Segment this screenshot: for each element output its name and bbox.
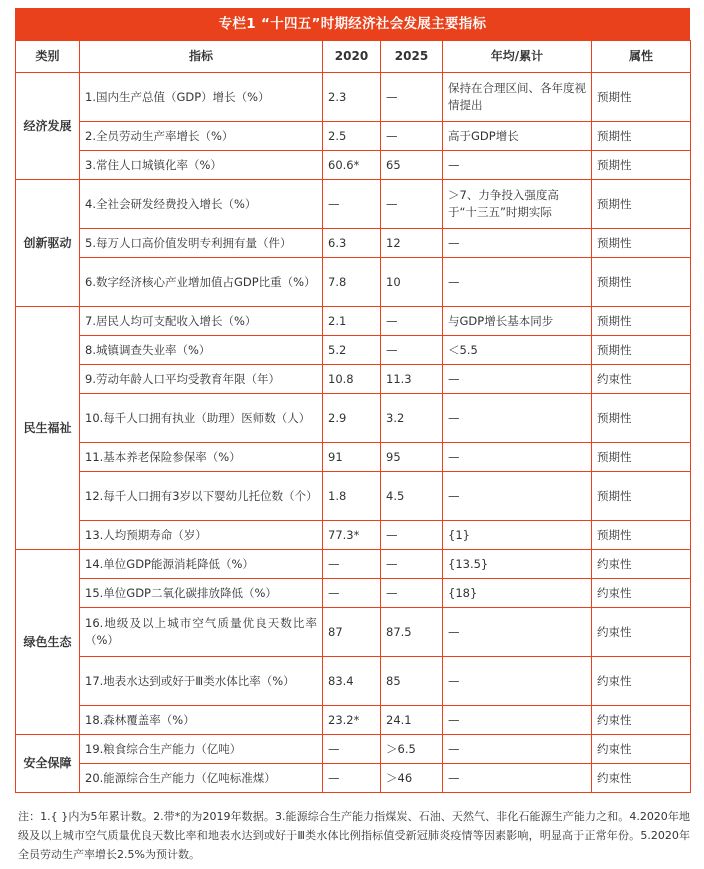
table-row: [16, 365, 691, 394]
value-2025-cell: ＞46: [381, 764, 443, 793]
header-attribute: 属性: [592, 41, 691, 73]
attribute-cell: 约束性: [592, 365, 691, 394]
attribute-cell: 预期性: [592, 472, 691, 521]
value-2020-cell: —: [323, 764, 381, 793]
value-2025-cell: 95: [381, 443, 443, 472]
indicator-cell: 12.每千人口拥有3岁以下婴幼儿托位数（个）: [80, 472, 323, 521]
value-2025-cell: 4.5: [381, 472, 443, 521]
average-cell: —: [443, 365, 592, 394]
value-2025-cell: —: [381, 307, 443, 336]
value-2025-cell: —: [381, 550, 443, 579]
value-2020-cell: 83.4: [323, 657, 381, 706]
category-cell: 创新驱动: [16, 180, 80, 307]
attribute-cell: 约束性: [592, 608, 691, 657]
indicator-cell: 14.单位GDP能源消耗降低（%）: [80, 550, 323, 579]
header-indicator: 指标: [80, 41, 323, 73]
table-row: [16, 579, 691, 608]
average-cell: —: [443, 394, 592, 443]
average-cell: —: [443, 151, 592, 180]
value-2025-cell: —: [381, 180, 443, 229]
attribute-cell: 预期性: [592, 258, 691, 307]
indicator-cell: 11.基本养老保险参保率（%）: [80, 443, 323, 472]
attribute-cell: 预期性: [592, 180, 691, 229]
average-cell: —: [443, 608, 592, 657]
attribute-cell: 约束性: [592, 579, 691, 608]
value-2020-cell: —: [323, 579, 381, 608]
average-cell: 与GDP增长基本同步: [443, 307, 592, 336]
attribute-cell: 预期性: [592, 443, 691, 472]
header-average: 年均/累计: [443, 41, 592, 73]
indicator-cell: 8.城镇调查失业率（%）: [80, 336, 323, 365]
attribute-cell: 预期性: [592, 229, 691, 258]
value-2020-cell: —: [323, 735, 381, 764]
value-2025-cell: 11.3: [381, 365, 443, 394]
value-2025-cell: 3.2: [381, 394, 443, 443]
value-2025-cell: 87.5: [381, 608, 443, 657]
table-notes: 注：1.{ }内为5年累计数。2.带*的为2019年数据。3.能源综合生产能力指煤炭、石油、天然气、非化石能源生产能力之和。4.2020年地级及以上城市空气质量优良天数比率和地表水达到或好于Ⅲ类水体比例指标值受新冠肺炎疫情等因素影响，明显高于正常年份。5.2020年全员劳动生产率增长2.5%为预计数。: [18, 810, 690, 861]
average-cell: ＜5.5: [443, 336, 592, 365]
average-cell: ＞7、力争投入强度高于“十三五”时期实际: [443, 180, 592, 229]
table-row: [16, 443, 691, 472]
value-2020-cell: 5.2: [323, 336, 381, 365]
value-2025-cell: —: [381, 521, 443, 550]
table-row: [16, 764, 691, 793]
value-2020-cell: 91: [323, 443, 381, 472]
indicator-cell: 2.全员劳动生产率增长（%）: [80, 122, 323, 151]
table-row: [16, 657, 691, 706]
table-row: [16, 706, 691, 735]
average-cell: —: [443, 706, 592, 735]
table-row: [16, 258, 691, 307]
value-2020-cell: —: [323, 180, 381, 229]
indicator-table: [15, 40, 691, 793]
indicator-cell: 6.数字经济核心产业增加值占GDP比重（%）: [80, 258, 323, 307]
table-body: [16, 73, 691, 793]
value-2025-cell: 85: [381, 657, 443, 706]
table-row: [16, 122, 691, 151]
value-2025-cell: —: [381, 73, 443, 122]
table-row: [16, 394, 691, 443]
indicator-cell: 18.森林覆盖率（%）: [80, 706, 323, 735]
average-cell: —: [443, 657, 592, 706]
attribute-cell: 预期性: [592, 122, 691, 151]
average-cell: —: [443, 258, 592, 307]
value-2020-cell: 23.2*: [323, 706, 381, 735]
category-cell: 绿色生态: [16, 550, 80, 735]
attribute-cell: 预期性: [592, 394, 691, 443]
attribute-cell: 约束性: [592, 706, 691, 735]
indicator-cell: 1.国内生产总值（GDP）增长（%）: [80, 73, 323, 122]
category-cell: 安全保障: [16, 735, 80, 793]
average-cell: {1}: [443, 521, 592, 550]
value-2025-cell: —: [381, 336, 443, 365]
value-2020-cell: 87: [323, 608, 381, 657]
value-2025-cell: 65: [381, 151, 443, 180]
value-2020-cell: 2.1: [323, 307, 381, 336]
value-2025-cell: 10: [381, 258, 443, 307]
table-row: [16, 608, 691, 657]
header-category: 类别: [16, 41, 80, 73]
table-row: [16, 229, 691, 258]
attribute-cell: 预期性: [592, 151, 691, 180]
attribute-cell: 约束性: [592, 735, 691, 764]
indicator-cell: 15.单位GDP二氧化碳排放降低（%）: [80, 579, 323, 608]
table-row: [16, 550, 691, 579]
indicator-cell: 3.常住人口城镇化率（%）: [80, 151, 323, 180]
average-cell: {13.5}: [443, 550, 592, 579]
average-cell: 保持在合理区间、各年度视情提出: [443, 73, 592, 122]
average-cell: —: [443, 443, 592, 472]
value-2020-cell: 60.6*: [323, 151, 381, 180]
attribute-cell: 预期性: [592, 307, 691, 336]
table-row: [16, 735, 691, 764]
average-cell: 高于GDP增长: [443, 122, 592, 151]
indicator-table-panel: [15, 8, 690, 793]
header-2025: 2025: [381, 41, 443, 73]
table-row: [16, 336, 691, 365]
average-cell: —: [443, 229, 592, 258]
table-row: [16, 180, 691, 229]
attribute-cell: 约束性: [592, 657, 691, 706]
indicator-cell: 20.能源综合生产能力（亿吨标准煤）: [80, 764, 323, 793]
indicator-cell: 4.全社会研发经费投入增长（%）: [80, 180, 323, 229]
value-2025-cell: —: [381, 579, 443, 608]
table-header-row: [16, 41, 691, 73]
value-2025-cell: —: [381, 122, 443, 151]
value-2025-cell: ＞6.5: [381, 735, 443, 764]
value-2020-cell: 2.9: [323, 394, 381, 443]
category-cell: 经济发展: [16, 73, 80, 180]
value-2020-cell: 1.8: [323, 472, 381, 521]
value-2020-cell: 7.8: [323, 258, 381, 307]
average-cell: —: [443, 472, 592, 521]
value-2020-cell: —: [323, 550, 381, 579]
value-2020-cell: 6.3: [323, 229, 381, 258]
table-row: [16, 151, 691, 180]
table-row: [16, 73, 691, 122]
category-cell: 民生福祉: [16, 307, 80, 550]
indicator-cell: 10.每千人口拥有执业（助理）医师数（人）: [80, 394, 323, 443]
value-2020-cell: 77.3*: [323, 521, 381, 550]
indicator-cell: 13.人均预期寿命（岁）: [80, 521, 323, 550]
indicator-cell: 17.地表水达到或好于Ⅲ类水体比率（%）: [80, 657, 323, 706]
indicator-cell: 16.地级及以上城市空气质量优良天数比率（%）: [80, 608, 323, 657]
value-2020-cell: 2.5: [323, 122, 381, 151]
table-row: [16, 472, 691, 521]
header-2020: 2020: [323, 41, 381, 73]
attribute-cell: 预期性: [592, 73, 691, 122]
indicator-cell: 7.居民人均可支配收入增长（%）: [80, 307, 323, 336]
attribute-cell: 预期性: [592, 521, 691, 550]
value-2025-cell: 24.1: [381, 706, 443, 735]
table-row: [16, 307, 691, 336]
value-2025-cell: 12: [381, 229, 443, 258]
value-2020-cell: 2.3: [323, 73, 381, 122]
average-cell: {18}: [443, 579, 592, 608]
value-2020-cell: 10.8: [323, 365, 381, 394]
attribute-cell: 约束性: [592, 764, 691, 793]
table-title: 专栏1 “十四五”时期经济社会发展主要指标: [15, 8, 690, 40]
average-cell: —: [443, 764, 592, 793]
indicator-cell: 9.劳动年龄人口平均受教育年限（年）: [80, 365, 323, 394]
indicator-cell: 5.每万人口高价值发明专利拥有量（件）: [80, 229, 323, 258]
average-cell: —: [443, 735, 592, 764]
attribute-cell: 约束性: [592, 550, 691, 579]
attribute-cell: 预期性: [592, 336, 691, 365]
table-row: [16, 521, 691, 550]
indicator-cell: 19.粮食综合生产能力（亿吨）: [80, 735, 323, 764]
